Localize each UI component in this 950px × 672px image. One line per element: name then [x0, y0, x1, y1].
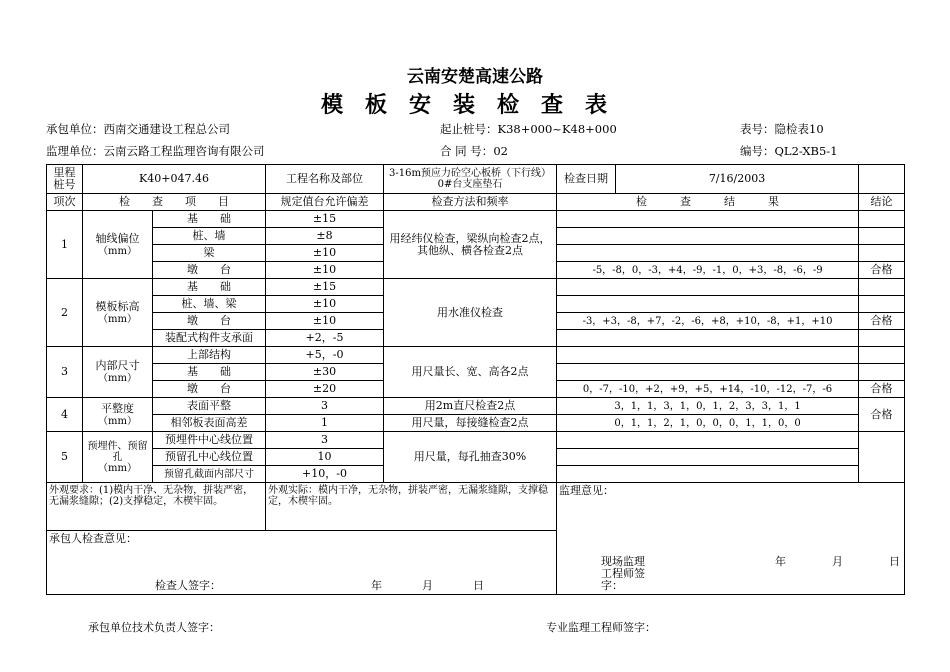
- sub-item: 相邻板表面高差: [153, 415, 266, 432]
- mileage-value: K40+047.46: [83, 165, 266, 194]
- method: 用尺量长、宽、高各2点: [384, 347, 557, 398]
- result: 3，1，1，3，1，0，1，2，3，3，1，1: [557, 398, 859, 415]
- field-engineer-label: 现场监理工程师签字：: [601, 555, 646, 592]
- method: 用经纬仪检查，梁纵向检查2点，其他纵、横各检查2点: [384, 211, 557, 279]
- station-value: K38+000~K48+000: [497, 122, 617, 136]
- tech-chief-sign: 承包单位技术负责人签字：: [88, 621, 220, 634]
- inspector-day: 日: [473, 579, 484, 592]
- result: [557, 228, 859, 245]
- result: [557, 364, 859, 381]
- conclusion: [859, 296, 905, 313]
- station-label: 起止桩号：: [440, 122, 498, 136]
- table-row: [47, 347, 905, 364]
- supervision-opinion-label: 监理意见：: [559, 484, 615, 497]
- table-row: [47, 415, 905, 432]
- appearance-row: [47, 483, 905, 531]
- allow-value: ±10: [266, 262, 384, 279]
- inspector-year: 年: [371, 579, 382, 592]
- allow-value: 1: [266, 415, 384, 432]
- group-unit: （mm）: [98, 462, 137, 474]
- allow-value: +5，-0: [266, 347, 384, 364]
- allow-value: ±8: [266, 228, 384, 245]
- conclusion: [859, 211, 905, 228]
- sub-item: 基 础: [153, 211, 266, 228]
- allow-value: ±10: [266, 313, 384, 330]
- code-value: QL2-XB5-1: [774, 144, 838, 158]
- code-row: [740, 143, 838, 159]
- form-no-row: [740, 121, 824, 137]
- table-row: [47, 279, 905, 296]
- allow-value: ±20: [266, 381, 384, 398]
- contractor-opinion-label: 承包人检查意见：: [49, 532, 137, 545]
- method: 用水准仪检查: [384, 279, 557, 347]
- form-title: 模板安装检查表: [320, 93, 629, 118]
- allow-value: +2，-5: [266, 330, 384, 347]
- contractor-row: [46, 121, 230, 137]
- allow-value: 10: [266, 449, 384, 466]
- field-year: 年: [775, 555, 787, 568]
- project-value: 3-16m预应力砼空心板桥（下行线）0#台支座垫石: [384, 165, 557, 194]
- group-name: [83, 347, 153, 398]
- sub-item: 装配式构件支承面: [153, 330, 266, 347]
- method: 用尺量，每接缝检查2点: [384, 415, 557, 432]
- result: [557, 330, 859, 347]
- contract-row: [440, 143, 508, 159]
- group-name: [83, 211, 153, 279]
- supervisor-label: 监理单位：: [46, 144, 104, 158]
- group-name-text: 预埋件、预留孔: [87, 440, 148, 463]
- result: [557, 449, 859, 466]
- group-unit: （mm）: [98, 373, 137, 384]
- inspection-table: [46, 164, 905, 595]
- contract-label: 合 同 号：: [440, 144, 494, 158]
- result: [557, 432, 859, 449]
- table-row: [47, 398, 905, 415]
- conclusion: 合格: [859, 381, 905, 398]
- project-label: 工程名称及部位: [266, 165, 384, 194]
- supervision-opinion: [557, 483, 905, 595]
- group-name-text: 内部尺寸: [95, 359, 140, 372]
- result: [557, 245, 859, 262]
- result: -3，+3，-8，+7，-2，-6，+8，+10，-8，+1，+10: [557, 313, 859, 330]
- result: [557, 211, 859, 228]
- col-item: 检 查 项 目: [83, 194, 266, 211]
- pro-engineer-sign: 专业监理工程师签字：: [546, 621, 656, 634]
- field-engineer-sign: [601, 556, 900, 592]
- appearance-actual: 外观实际：模内干净，无杂物，拼装严密，无漏浆缝隙，支撑稳定，木楔牢固。: [266, 483, 557, 531]
- allow-value: +10，-0: [266, 466, 384, 483]
- conclusion: [859, 245, 905, 262]
- code-label: 编号：: [740, 144, 775, 158]
- result: 0，1，1，2，1，0，0，0，1，1，0，0: [557, 415, 859, 432]
- group-name: [83, 432, 153, 483]
- sub-item: 墩 台: [153, 313, 266, 330]
- col-result: 检 查 结 果: [557, 194, 859, 211]
- contractor-value: 西南交通建设工程总公司: [103, 122, 230, 136]
- group-no: 1: [47, 211, 83, 279]
- sub-item: 基 础: [153, 364, 266, 381]
- group-name: [83, 279, 153, 347]
- conclusion: [859, 432, 905, 483]
- form-no-label: 表号：: [740, 122, 775, 136]
- supervisor-value: 云南云路工程监理咨询有限公司: [103, 144, 265, 158]
- contractor-opinion: [47, 531, 557, 595]
- field-day: 日: [889, 555, 901, 568]
- result: [557, 347, 859, 364]
- result: [557, 296, 859, 313]
- date-value: 7/16/2003: [708, 172, 766, 185]
- allow-value: ±15: [266, 211, 384, 228]
- field-month: 月: [832, 555, 844, 568]
- date-label: 检查日期: [557, 165, 616, 193]
- conclusion: 合格: [859, 398, 905, 432]
- group-unit: （mm）: [98, 415, 137, 427]
- col-allow: 规定值台允许偏差: [266, 194, 384, 211]
- group-no: 5: [47, 432, 83, 483]
- contract-value: 02: [493, 144, 508, 158]
- column-header-row: [47, 194, 905, 211]
- conclusion: [859, 228, 905, 245]
- sub-item: 基 础: [153, 279, 266, 296]
- supervisor-row: [46, 143, 265, 159]
- result: 0，-7，-10，+2，+9，+5，+14，-10，-12，-7，-6: [557, 381, 859, 398]
- inspector-label: 检查人签字：: [155, 579, 221, 592]
- group-name-text: 平整度: [101, 401, 134, 415]
- conclusion: [859, 279, 905, 296]
- info-row: [47, 165, 905, 194]
- sub-item: 预留孔中心线位置: [153, 449, 266, 466]
- sub-item: 预埋件中心线位置: [153, 432, 266, 449]
- inspector-month: 月: [422, 579, 433, 592]
- result: [557, 466, 859, 483]
- col-no: 项次: [47, 194, 83, 211]
- allow-value: 3: [266, 432, 384, 449]
- allow-value: 3: [266, 398, 384, 415]
- allow-value: ±30: [266, 364, 384, 381]
- sub-item: 梁: [153, 245, 266, 262]
- date-cell: [557, 165, 859, 194]
- mileage-label: 里程桩号: [47, 165, 83, 194]
- inspector-sign: [155, 580, 550, 592]
- group-name-text: 模板标高: [95, 299, 140, 313]
- method: 用尺量，每孔抽查30%: [384, 432, 557, 483]
- group-unit: （mm）: [98, 245, 137, 257]
- conclusion: 合格: [859, 313, 905, 330]
- allow-value: ±10: [266, 245, 384, 262]
- method: 用2m直尺检查2点: [384, 398, 557, 415]
- info-blank: [859, 165, 905, 194]
- sub-item: 桩、墙、梁: [153, 296, 266, 313]
- result: -5，-8，0，-3，+4，-9，-1，0，+3，-8，-6，-9: [557, 262, 859, 279]
- sub-item: 墩 台: [153, 262, 266, 279]
- sub-item: 表面平整: [153, 398, 266, 415]
- table-row: [47, 432, 905, 449]
- group-name-text: 轴线偏位: [95, 231, 140, 245]
- appearance-requirement: 外观要求：(1)模内干净、无杂物，拼装严密，无漏浆缝隙；(2)支撑稳定，木楔牢固。: [47, 483, 266, 531]
- conclusion: [859, 347, 905, 364]
- allow-value: ±15: [266, 279, 384, 296]
- station-row: [440, 121, 617, 137]
- sub-item: 预留孔截面内部尺寸: [153, 466, 266, 483]
- group-no: 3: [47, 347, 83, 398]
- sub-item: 上部结构: [153, 347, 266, 364]
- col-conclusion: 结论: [859, 194, 905, 211]
- group-no: 4: [47, 398, 83, 432]
- page-title: 云南安楚高速公路: [407, 67, 543, 87]
- conclusion: [859, 364, 905, 381]
- sub-item: 桩、墙: [153, 228, 266, 245]
- col-method: 检查方法和频率: [384, 194, 557, 211]
- contractor-label: 承包单位：: [46, 122, 104, 136]
- group-name: [83, 398, 153, 432]
- conclusion: [859, 330, 905, 347]
- sub-item: 墩 台: [153, 381, 266, 398]
- table-row: [47, 211, 905, 228]
- form-no-value: 隐检表10: [774, 122, 824, 136]
- allow-value: ±10: [266, 296, 384, 313]
- conclusion: 合格: [859, 262, 905, 279]
- group-no: 2: [47, 279, 83, 347]
- group-unit: （mm）: [98, 313, 137, 325]
- result: [557, 279, 859, 296]
